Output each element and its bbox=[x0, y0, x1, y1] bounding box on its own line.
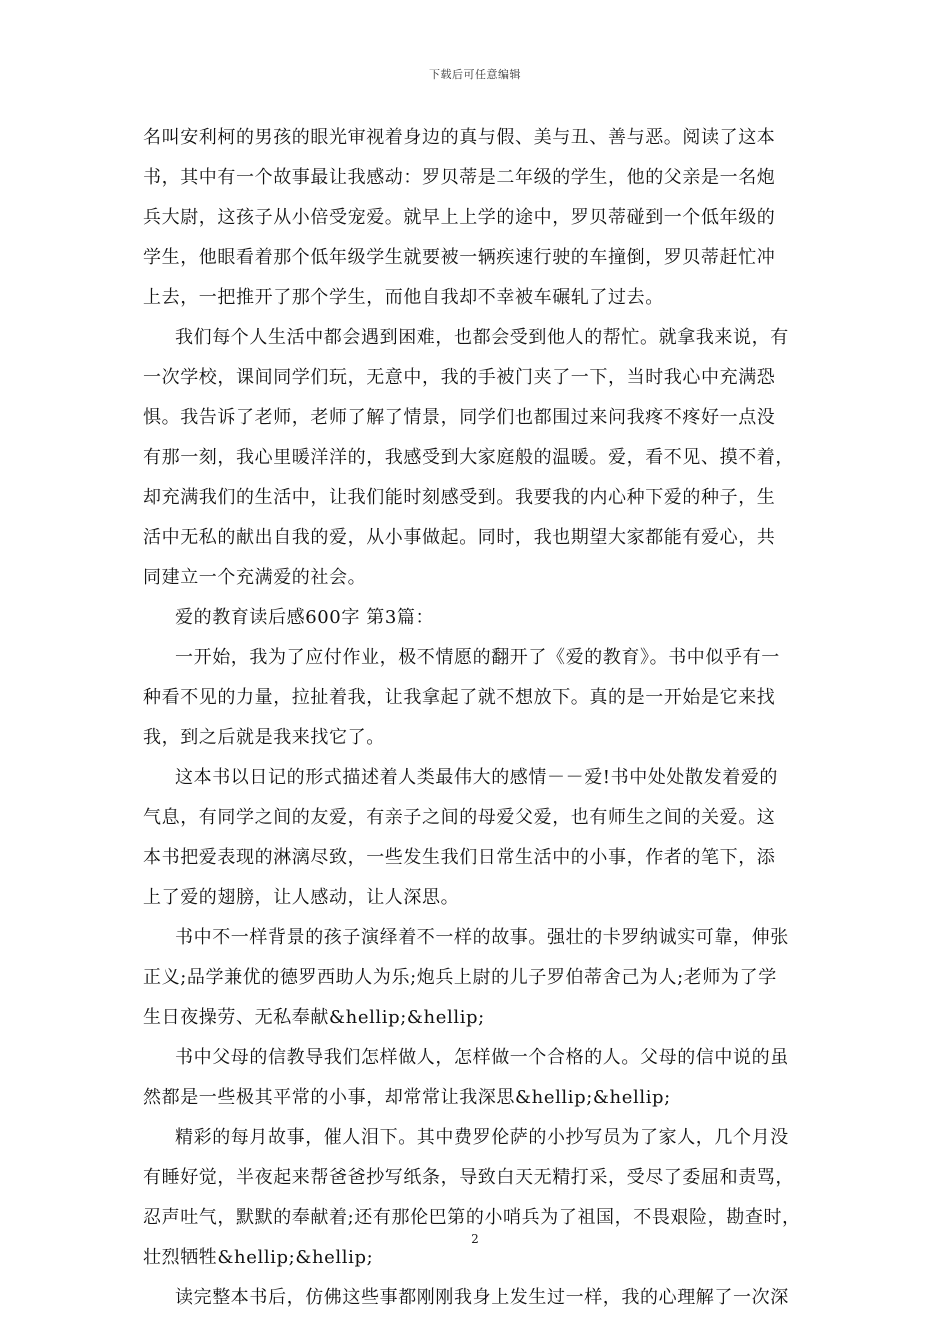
text-line: 名叫安利柯的男孩的眼光审视着身边的真与假、美与丑、善与恶。阅读了这本 bbox=[143, 127, 776, 148]
text-line: 一次学校，课间同学们玩，无意中，我的手被门夹了一下，当时我心中充满恐 bbox=[143, 367, 776, 388]
text-line: 读完整本书后，仿佛这些事都刚刚我身上发生过一样，我的心理解了一次深 bbox=[175, 1287, 789, 1308]
paragraph bbox=[143, 918, 823, 1038]
document-body bbox=[143, 118, 823, 1318]
text-line: 上了爱的翅膀，让人感动，让人深思。 bbox=[143, 887, 460, 908]
text-line: 一开始，我为了应付作业，极不情愿的翻开了《爱的教育》。书中似乎有一 bbox=[175, 647, 780, 668]
text-line: 本书把爱表现的淋漓尽致，一些发生我们日常生活中的小事，作者的笔下，添 bbox=[143, 847, 776, 868]
text-line: 我，到之后就是我来找它了。 bbox=[143, 727, 385, 748]
text-line: 书，其中有一个故事最让我感动：罗贝蒂是二年级的学生，他的父亲是一名炮 bbox=[143, 167, 776, 188]
text-line: 却充满我们的生活中，让我们能时刻感受到。我要我的内心种下爱的种子，生 bbox=[143, 487, 776, 508]
text-line: 气息，有同学之间的友爱，有亲子之间的母爱父爱，也有师生之间的关爱。这 bbox=[143, 807, 776, 828]
text-line: 书中父母的信教导我们怎样做人，怎样做一个合格的人。父母的信中说的虽 bbox=[175, 1047, 789, 1068]
text-line: 有睡好觉，半夜起来帮爸爸抄写纸条，导致白天无精打采，受尽了委屈和责骂， bbox=[143, 1167, 794, 1188]
paragraph bbox=[143, 318, 823, 598]
text-line: 活中无私的献出自我的爱，从小事做起。同时，我也期望大家都能有爱心，共 bbox=[143, 527, 776, 548]
text-line: 种看不见的力量，拉扯着我，让我拿起了就不想放下。真的是一开始是它来找 bbox=[143, 687, 776, 708]
page-header: 下载后可任意编辑 bbox=[429, 68, 521, 81]
paragraph bbox=[143, 638, 823, 758]
paragraph bbox=[143, 758, 823, 918]
text-line: 爱的教育读后感600字 第3篇： bbox=[175, 607, 435, 628]
text-line: 同建立一个充满爱的社会。 bbox=[143, 567, 367, 588]
text-line: 惧。我告诉了老师，老师了解了情景，同学们也都围过来问我疼不疼好一点没 bbox=[143, 407, 776, 428]
text-line: 这本书以日记的形式描述着人类最伟大的感情－－爱!书中处处散发着爱的 bbox=[175, 767, 779, 788]
paragraph bbox=[143, 1038, 823, 1118]
page-number: 2 bbox=[471, 1232, 479, 1246]
paragraph bbox=[143, 1118, 823, 1278]
text-line: 兵大尉，这孩子从小倍受宠爱。就早上上学的途中，罗贝蒂碰到一个低年级的 bbox=[143, 207, 776, 228]
text-line: 学生，他眼看着那个低年级学生就要被一辆疾速行驶的车撞倒，罗贝蒂赶忙冲 bbox=[143, 247, 776, 268]
text-line: 生日夜操劳、无私奉献&hellip;&hellip; bbox=[143, 1007, 485, 1028]
paragraph bbox=[143, 598, 823, 638]
paragraph bbox=[143, 118, 823, 318]
text-line: 正义;品学兼优的德罗西助人为乐;炮兵上尉的儿子罗伯蒂舍己为人;老师为了学 bbox=[143, 967, 777, 988]
text-line: 我们每个人生活中都会遇到困难，也都会受到他人的帮忙。就拿我来说，有 bbox=[175, 327, 789, 348]
text-line: 精彩的每月故事，催人泪下。其中费罗伦萨的小抄写员为了家人，几个月没 bbox=[175, 1127, 789, 1148]
text-line: 然都是一些极其平常的小事，却常常让我深思&hellip;&hellip; bbox=[143, 1087, 671, 1108]
text-line: 书中不一样背景的孩子演绎着不一样的故事。强壮的卡罗纳诚实可靠，伸张 bbox=[175, 927, 789, 948]
text-line: 上去，一把推开了那个学生，而他自我却不幸被车碾轧了过去。 bbox=[143, 287, 664, 308]
text-line: 有那一刻，我心里暖洋洋的，我感受到大家庭般的温暖。爱，看不见、摸不着， bbox=[143, 447, 794, 468]
text-line: 壮烈牺牲&hellip;&hellip; bbox=[143, 1247, 374, 1268]
text-line: 忍声吐气，默默的奉献着;还有那伦巴第的小哨兵为了祖国，不畏艰险，勘查时， bbox=[143, 1207, 801, 1228]
paragraph bbox=[143, 1278, 823, 1318]
